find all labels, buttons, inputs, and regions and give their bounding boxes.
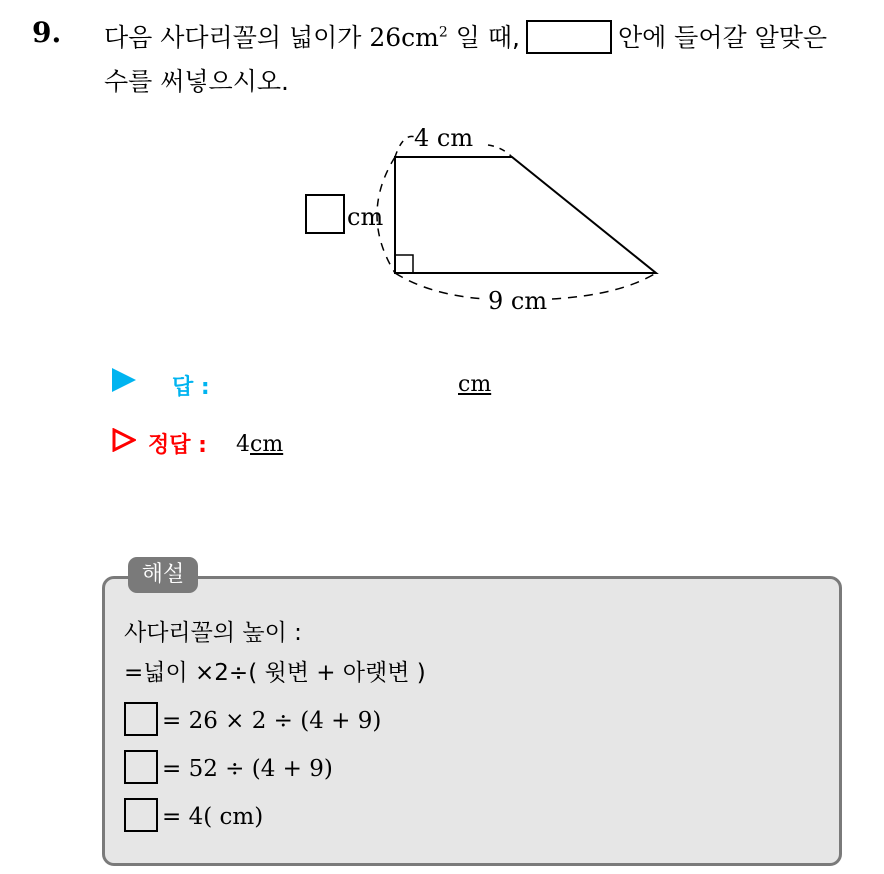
bottom-base-label: 9 cm [488,287,548,315]
area-value: 26 [369,23,402,52]
solution-line-4 [124,750,333,784]
area-unit: cm [401,23,439,52]
solution-line-1: 사다리꼴의 높이 : [124,620,302,646]
solution-line-2: =넓이 ×2÷( 윗변 + 아랫변 ) [124,660,426,686]
play-triangle-icon [112,368,136,392]
solution-tab: 해설 [128,557,198,593]
top-brace-left [395,136,415,157]
top-brace-right [488,145,512,157]
answer-unit[interactable]: cm [458,372,492,397]
height-blank-box [306,195,344,233]
outline-triangle-icon [112,428,136,452]
side-unit-label: cm [347,203,384,231]
answer-label: 답 : [172,375,210,400]
question-text-after: 안에 들어갈 알맞은 [617,23,828,52]
trapezoid-shape [395,157,656,273]
question-text-line2: 수를 써넣으시오. [104,67,289,96]
trapezoid-figure [290,115,670,315]
solution-blank-box [124,798,158,832]
area-exponent: 2 [438,24,448,41]
solution-expression: = 52 ÷ (4 + 9) [162,756,333,782]
correct-answer-label: 정답 : [148,433,207,458]
correct-value-number: 4 [236,432,250,457]
answer-row [112,368,492,400]
question-text-before: 다음 사다리꼴의 넓이가 [104,23,370,52]
solution-blank-box [124,750,158,784]
question-text-line1 [104,18,827,54]
correct-answer-value [236,432,283,457]
bottom-brace-left [395,273,485,299]
solution-expression: = 4( cm) [162,804,264,830]
question-number: 9. [32,16,62,49]
solution-expression: = 26 × 2 ÷ (4 + 9) [162,708,382,734]
correct-answer-row [112,428,284,458]
question-text-mid: 일 때, [447,23,520,52]
solution-line-5 [124,798,263,832]
right-angle-mark [395,255,413,273]
answer-blank-box [526,20,612,54]
top-base-label: 4 cm [414,124,474,152]
solution-blank-box [124,702,158,736]
correct-value-unit: cm [250,432,284,457]
bottom-brace-right [552,273,656,299]
solution-line-3 [124,702,381,736]
